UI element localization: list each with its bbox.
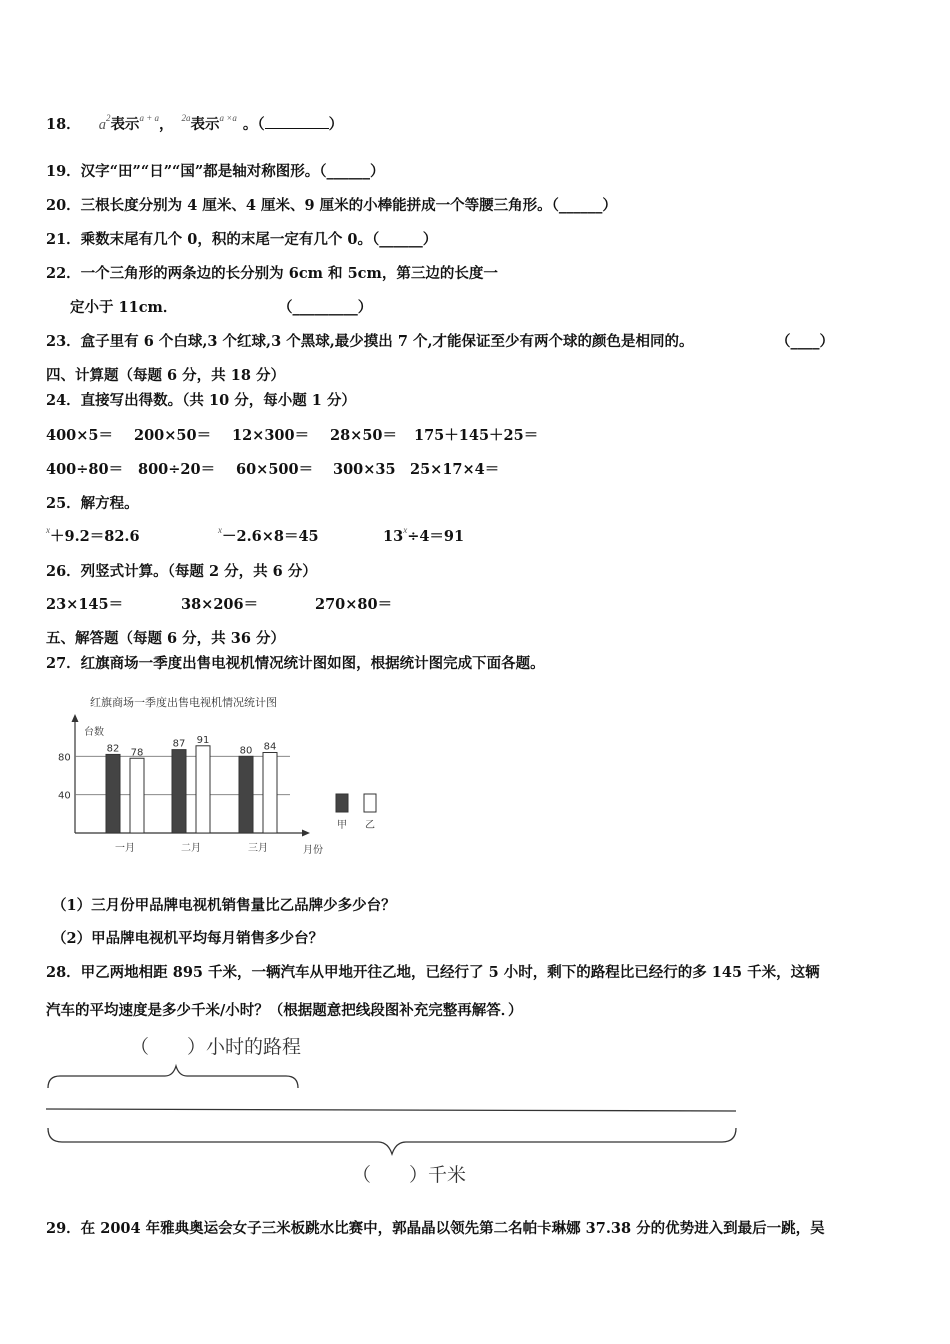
- question-22-line2: 定小于 11cm．: [70, 299, 178, 316]
- question-28-line1: 28．甲乙两地相距 895 千米，一辆汽车从甲地开往乙地，已经行了 5 小时，剩下的路程比已经行的多 145 千米，这辆: [46, 964, 820, 981]
- bar-jia: [172, 750, 186, 833]
- calc-item: 800÷20＝: [138, 461, 216, 478]
- calc-item: 12×300＝: [232, 427, 310, 444]
- bar-value-label: 78: [130, 747, 144, 759]
- question-24: 24．直接写出得数。（共 10 分，每小题 1 分）: [46, 392, 356, 409]
- x-axis-label: 月份: [303, 845, 323, 856]
- bar-value-label: 84: [263, 741, 277, 753]
- vertical-calc-item: 270×80＝: [315, 596, 393, 613]
- total-distance-segment: [46, 1109, 736, 1111]
- bar-value-label: 87: [172, 738, 186, 750]
- calc-item: 400÷80＝: [46, 461, 124, 478]
- section-5-heading: 五、解答题（每题 6 分，共 36 分）: [46, 630, 285, 647]
- legend-label: 甲: [337, 820, 347, 831]
- y-axis-label: 台数: [84, 727, 104, 738]
- x-tick-label: 一月: [115, 843, 135, 854]
- y-tick-label: 40: [58, 790, 71, 802]
- y-tick-label: 80: [58, 752, 71, 764]
- question-28-line2: 汽车的平均速度是多少千米/小时？（根据题意把线段图补充完整再解答．）: [46, 1002, 523, 1019]
- calc-item: 175＋145＋25＝: [414, 427, 539, 444]
- question-20: 20．三根长度分别为 4 厘米、4 厘米、9 厘米的小棒能拼成一个等腰三角形。（______）: [46, 197, 617, 214]
- bar-jia: [239, 756, 253, 833]
- calc-item: 200×50＝: [134, 427, 212, 444]
- x-axis-arrow: [302, 830, 310, 837]
- answer-blank[interactable]: （_________）: [278, 299, 373, 316]
- calc-item: 300×35: [333, 461, 396, 478]
- question-26: 26．列竖式计算。（每题 2 分，共 6 分）: [46, 563, 317, 580]
- bar-value-label: 82: [106, 743, 120, 755]
- question-27-part-1: （1）三月份甲品牌电视机销售量比乙品牌少多少台？: [52, 897, 396, 914]
- bottom-brace: [48, 1128, 736, 1154]
- question-18: 18． $a^2$表示$^{a + a}$， $^{2a}$表示$^{a \times a}$ 。（ ）: [46, 113, 344, 133]
- question-19: 19．汉字“田”“日”“国”都是轴对称图形。（______）: [46, 163, 385, 180]
- a-squared: $a^2$: [98, 113, 111, 133]
- equation-2: $^x$－2.6×8＝45: [218, 525, 319, 545]
- y-axis-arrow: [72, 714, 79, 722]
- question-23: 23．盒子里有 6 个白球,3 个红球,3 个黑球,最少摸出 7 个,才能保证至少有两个球的颜色是相同的。: [46, 333, 694, 350]
- bar-yi: [196, 746, 210, 833]
- bar-value-label: 91: [196, 734, 210, 746]
- expr-a-times-a: a ×a: [219, 113, 237, 123]
- answer-blank[interactable]: [265, 114, 329, 129]
- question-22-line1: 22．一个三角形的两条边的长分别为 6cm 和 5cm，第三边的长度一: [46, 265, 498, 282]
- calc-item: 25×17×4＝: [410, 461, 500, 478]
- segment-top-label: （ ）小时的路程: [130, 1036, 302, 1058]
- vertical-calc-item: 38×206＝: [181, 596, 259, 613]
- question-27: 27．红旗商场一季度出售电视机情况统计图如图，根据统计图完成下面各题。: [46, 655, 545, 672]
- legend-swatch: [336, 794, 348, 812]
- chart-title: 红旗商场一季度出售电视机情况统计图: [90, 696, 277, 709]
- expr-a-plus-a: a + a: [139, 113, 160, 123]
- question-27-part-2: （2）甲品牌电视机平均每月销售多少台？: [52, 930, 324, 947]
- question-29: 29．在 2004 年雅典奥运会女子三米板跳水比赛中，郭晶晶以领先第二名帕卡琳娜 37.38 分的优势进入到最后一跳，吴: [46, 1220, 825, 1237]
- x-tick-label: 二月: [181, 843, 201, 854]
- segment-bottom-label: （ ）千米: [352, 1164, 467, 1186]
- calc-item: 28×50＝: [330, 427, 398, 444]
- equation-1: $^x$＋9.2＝82.6: [46, 525, 140, 545]
- legend-label: 乙: [365, 820, 375, 831]
- expr-2a: 2a: [181, 113, 191, 123]
- question-21: 21．乘数末尾有几个 0，积的末尾一定有几个 0。（______）: [46, 231, 438, 248]
- bar-jia: [106, 754, 120, 833]
- bar-yi: [263, 753, 277, 834]
- bar-yi: [130, 758, 144, 833]
- question-25: 25．解方程。: [46, 495, 139, 512]
- legend-swatch: [364, 794, 376, 812]
- calc-item: 400×5＝: [46, 427, 114, 444]
- equation-3: $13^x\div 4=91$: [383, 525, 465, 545]
- calc-item: 60×500＝: [236, 461, 314, 478]
- answer-blank[interactable]: （____）: [776, 333, 834, 350]
- bar-value-label: 80: [239, 745, 253, 757]
- vertical-calc-item: 23×145＝: [46, 596, 124, 613]
- tv-sales-bar-chart: [40, 688, 400, 863]
- x-tick-label: 三月: [248, 843, 268, 854]
- top-brace: [48, 1066, 298, 1088]
- segment-diagram: [40, 1028, 750, 1193]
- section-4-heading: 四、计算题（每题 6 分，共 18 分）: [46, 367, 285, 384]
